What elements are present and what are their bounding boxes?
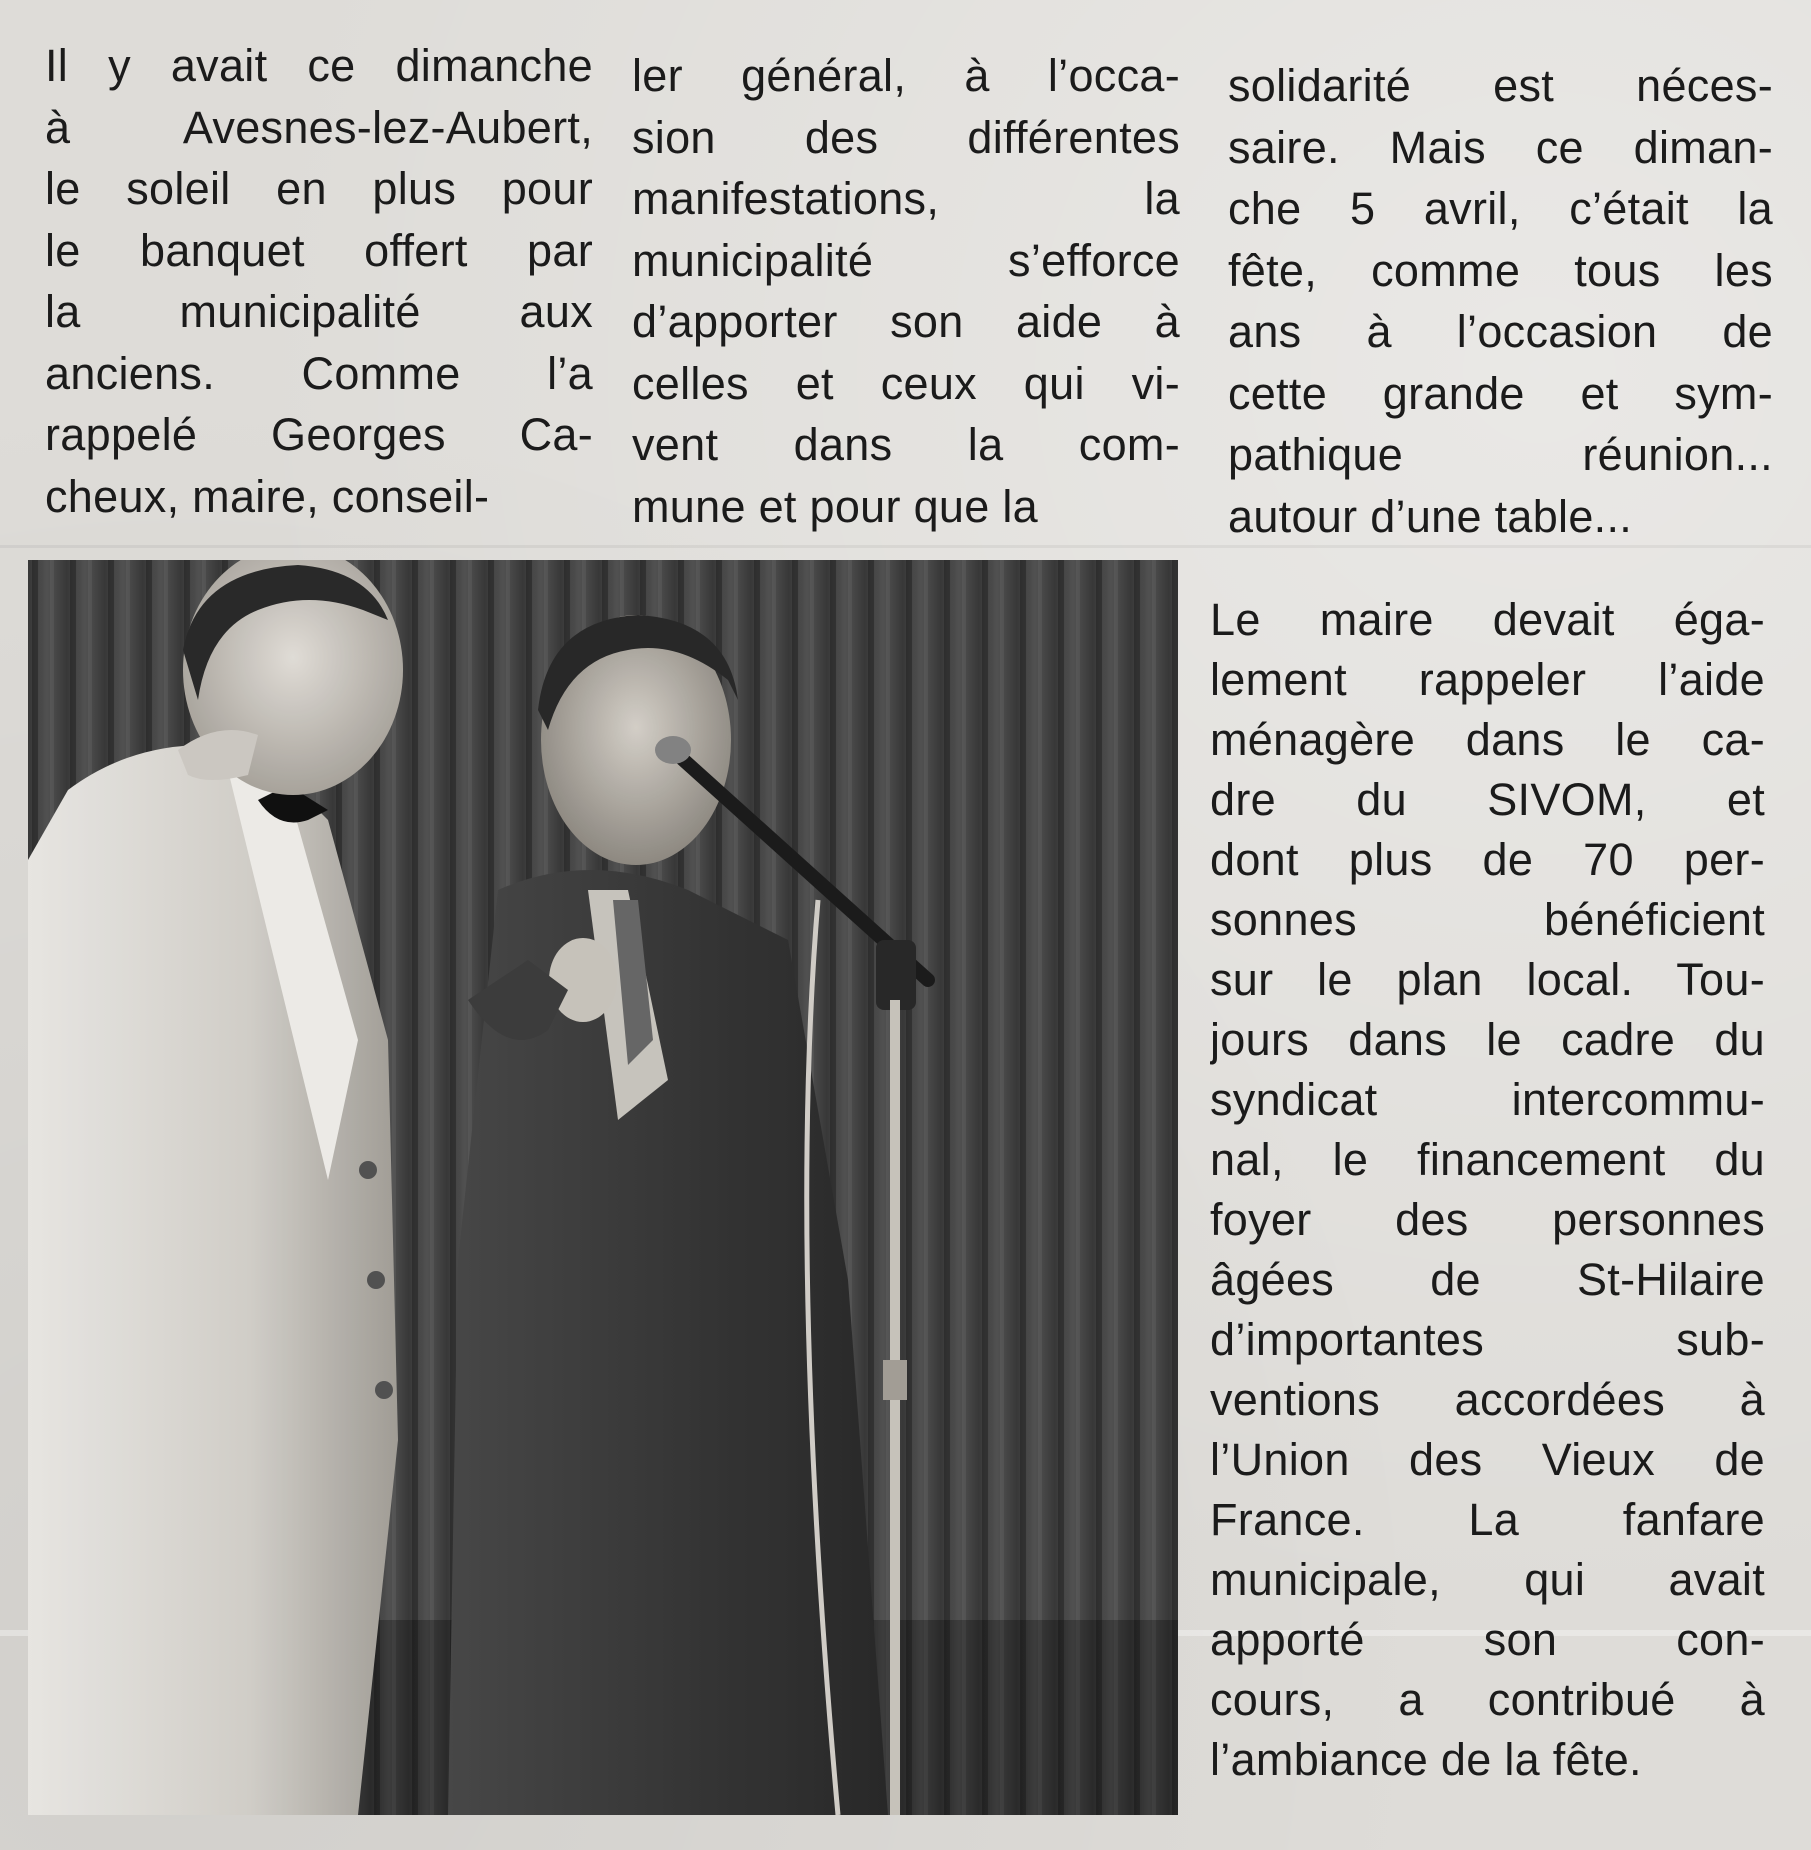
article-line: municipalité s’efforce: [632, 234, 1180, 286]
article-line: foyer des personnes: [1210, 1194, 1765, 1245]
article-line: municipale, qui avait: [1210, 1554, 1765, 1605]
article-line: cheux, maire, conseil-: [45, 470, 490, 522]
article-line: d’apporter son aide à: [632, 296, 1180, 347]
article-photo: [28, 560, 1178, 1815]
article-line: lement rappeler l’aide: [1210, 654, 1765, 705]
article-line: dre du SIVOM, et: [1210, 774, 1765, 825]
article-column-1: [45, 35, 593, 527]
article-line: fête, comme tous les: [1228, 244, 1773, 296]
article-line: sonnes bénéficient: [1210, 894, 1765, 945]
article-line: l’Union des Vieux de: [1210, 1434, 1765, 1485]
article-line: d’importantes sub-: [1210, 1314, 1765, 1365]
article-line: ler général, à l’occa-: [632, 50, 1180, 101]
article-line: jours dans le cadre du: [1210, 1014, 1765, 1065]
article-line: ménagère dans le ca-: [1210, 714, 1765, 765]
article-line: ventions accordées à: [1210, 1374, 1765, 1425]
article-line: manifestations, la: [632, 173, 1180, 224]
article-line: sion des différentes: [632, 111, 1180, 163]
article-line: sur le plan local. Tou-: [1210, 954, 1765, 1005]
article-line: che 5 avril, c’était la: [1228, 183, 1773, 234]
article-line: le soleil en plus pour: [45, 163, 593, 214]
article-line: pathique réunion...: [1228, 429, 1773, 480]
article-column-3: [1228, 55, 1773, 547]
article-line: la municipalité aux: [45, 286, 593, 337]
article-line: celles et ceux qui vi-: [632, 357, 1180, 409]
article-line: dont plus de 70 per-: [1210, 834, 1765, 885]
article-column-2: [632, 45, 1180, 537]
article-line: apporté son con-: [1210, 1614, 1765, 1665]
article-line: solidarité est néces-: [1228, 60, 1773, 111]
article-line: mune et pour que la: [632, 480, 1038, 532]
article-column-4: [1210, 590, 1765, 1790]
article-line: autour d’une table...: [1228, 490, 1633, 542]
article-line: le banquet offert par: [45, 224, 593, 276]
article-line: vent dans la com-: [632, 419, 1180, 470]
photo-illustration: [28, 560, 1178, 1815]
article-line: Il y avait ce dimanche: [45, 40, 593, 91]
article-line: cette grande et sym-: [1228, 367, 1773, 419]
article-line: Le maire devait éga-: [1210, 594, 1765, 645]
article-line: cours, a contribué à: [1210, 1674, 1765, 1725]
article-line: âgées de St-Hilaire: [1210, 1254, 1765, 1305]
article-line: à Avesnes-lez-Aubert,: [45, 101, 593, 153]
article-line: syndicat intercommu-: [1210, 1074, 1765, 1125]
article-line: l’ambiance de la fête.: [1210, 1734, 1642, 1785]
article-line: anciens. Comme l’a: [45, 347, 593, 399]
article-line: France. La fanfare: [1210, 1494, 1765, 1545]
article-line: ans à l’occasion de: [1228, 306, 1773, 357]
article-line: saire. Mais ce diman-: [1228, 121, 1773, 173]
article-line: rappelé Georges Ca-: [45, 409, 593, 460]
article-line: nal, le financement du: [1210, 1134, 1765, 1185]
